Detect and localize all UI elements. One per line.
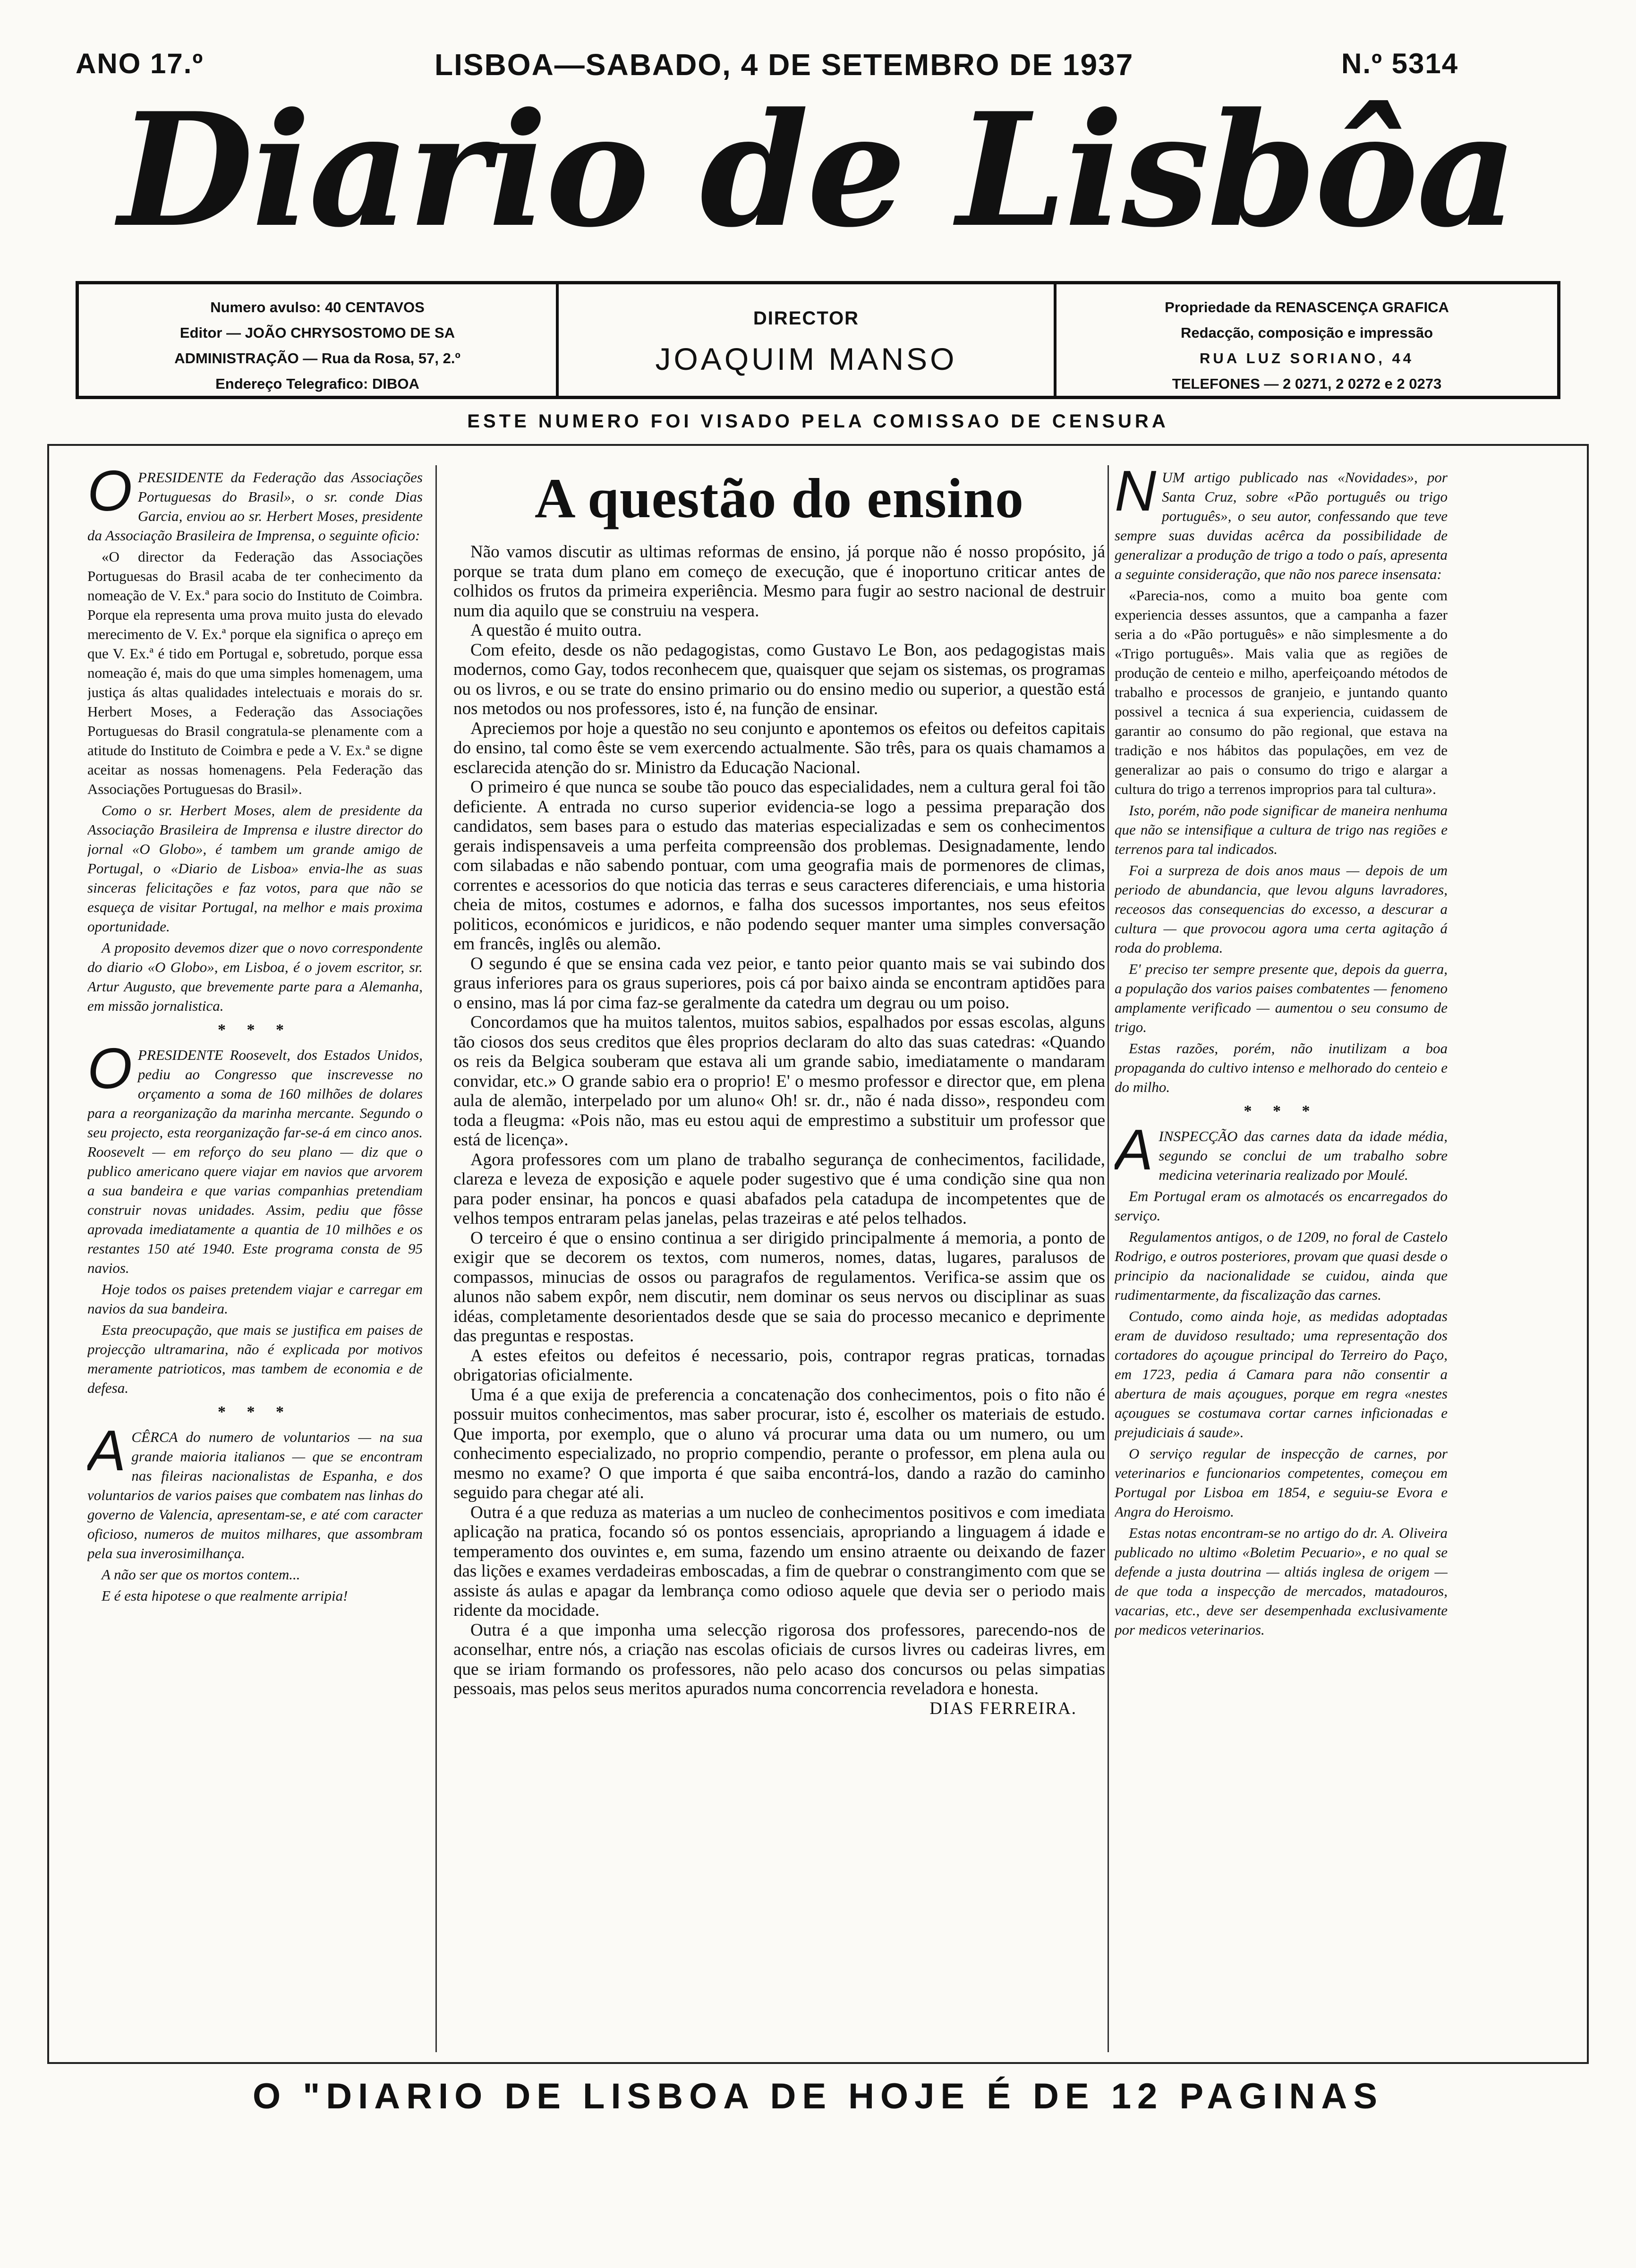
article-paragraph: Concordamos que ha muitos talentos, muitos sabios, espalhados por essas escolas, alguns tão ciosos dos seus creditos que êles proprios declaram do alto das suas catedras: «Quando os reis da Belgica souberam que estava ali um grande sabio, imediatamente o mandaram convidar, etc.» O grande sabio era o proprio! E' o mesmo professor e director que, em plena aula de alemão, interpelado por um aluno« Oh! sr. dr., não é nada disso», respondeu com toda a fleugma: «Pois não, mas eu estou aqui de emprestimo a substituir um professor que está de licença».	[453, 1013, 1105, 1150]
news-paragraph: CÊRCA do numero de voluntarios — na sua grande maioria italianos — que se encontram nas fileiras nacionalistas de Espanha, e dos voluntarios de varios paises que combatem nas linhas do governo de Valencia, apresentam-se, e até com caracter oficioso, numeros de muitos milhares, que assombram pela sua inverosimilhança.	[87, 1429, 423, 1561]
masthead-title: Diario de Lisbôa	[118, 80, 1516, 260]
column-rule-left	[435, 465, 437, 2052]
news-paragraph: E' preciso ter sempre presente que, depois da guerra, a população dos varios paises combatentes — fenomeno amplamente verificado — aumentou o seu consumo de trigo.	[1115, 961, 1448, 1035]
info-director	[556, 284, 1057, 396]
section-separator: * * *	[218, 1021, 292, 1039]
issue-number: N.º 5314	[1341, 48, 1459, 79]
drop-cap: N	[1115, 468, 1157, 523]
news-paragraph: Foi a surpreza de dois anos maus — depois de um periodo de abundancia, que levou alguns lavradores, receosos das consequencias do excesso, a descurar a cultura — que provocou agora uma certa agitação á roda do problema.	[1115, 862, 1448, 956]
article-paragraph: Não vamos discutir as ultimas reformas de ensino, já porque não é nosso propósito, já porque se trata dum plano em começo de execução, que é inoportuno criticar antes de colhidos os frutos da primeira experiência. Mesmo para fugir ao sestro nacional de destruir num dia aquilo que se construiu na vespera.	[453, 542, 1105, 621]
news-paragraph: A proposito devemos dizer que o novo correspondente do diario «O Globo», em Lisboa, é o jovem escritor, sr. Artur Augusto, que brevemente parte para a Alemanha, em missão jornalistica.	[87, 939, 423, 1014]
main-article	[453, 468, 1105, 2026]
news-paragraph: PRESIDENTE Roosevelt, dos Estados Unidos, pediu ao Congresso que inscrevesse no orçamento a soma de 160 milhões de dolares para a reorganização da marinha mercante. Segundo o seu projecto, esta reorganização far-se-á em cinco anos. Roosevelt — em reforço do seu plano — diz que o publico americano quere viajar em navios que arvorem a sua bandeira e que varias companhias pretendiam construir novas unidades. Assim, pediu que fôsse aprovada imediatamente a quantia de 10 milhões e os restantes 150 até 1940. Este programa consta de 95 navios.	[87, 1047, 423, 1276]
drop-cap: A	[1115, 1117, 1153, 1182]
editor-line: Editor — JOÃO CHRYSOSTOMO DE SA	[179, 324, 455, 341]
article-paragraph: Apreciemos por hoje a questão no seu conjunto e apontemos os efeitos ou defeitos capitais do ensino, tal como êste se vem exercendo actualmente. São três, para os quais chamamos a esclarecida atenção do sr. Ministro da Educação Nacional.	[453, 718, 1105, 777]
news-paragraph: PRESIDENTE da Federação das Associações Portuguesas do Brasil», o sr. conde Dias Garcia, enviou ao sr. Herbert Moses, presidente da Associação Brasileira de Imprensa, o seguinte oficio:	[87, 469, 423, 544]
news-paragraph: Isto, porém, não pode significar de maneira nenhuma que não se intensifique a cultura de trigo nas regiões e terrenos para tal indicados.	[1115, 802, 1448, 857]
news-paragraph: Estas notas encontram-se no artigo do dr. A. Oliveira publicado no ultimo «Boletim Pecuario», e no qual se defende a justa doutrina — altiás inglesa de origem — de que toda a inspecção de mercados, matadouros, vacarias, etc., deve ser desempenhada exclusivamente por medicos veterinarios.	[1115, 1525, 1448, 1638]
telegraph-line: Endereço Telegrafico: DIBOA	[215, 375, 419, 392]
article-title: A questão do ensino	[535, 468, 1024, 529]
article-paragraph: Outra é a que reduza as materias a um nucleo de conhecimentos positivos e com imediata aplicação na pratica, focando só os pontos essenciais, apropriando a linguagem á idade e temperamento dos ouvintes e, em suma, fazendo um ensino atraente ou deixando de fazer das lições e exames verdadeiras emboscadas, a fim de quebrar o constrangimento com que se assiste ás aulas e apagar da lembrança como odioso aquele que devia ser o periodo mais ridente da mocidade.	[453, 1502, 1105, 1620]
censorship-notice: ESTE NUMERO FOI VISADO PELA COMISSAO DE CENSURA	[467, 411, 1169, 432]
info-left	[79, 284, 556, 396]
price-line: Numero avulso: 40 CENTAVOS	[210, 299, 425, 315]
news-paragraph: A não ser que os mortos contem...	[102, 1566, 300, 1583]
article-paragraph: O segundo é que se ensina cada vez peior, e tanto peior quanto mais se vai subindo dos graus inferiores para os graus superiores, pois cá por baixo ainda se encontram aptidões para o ensino, mas lá por cima faz-se geralmente da catedra um degrau ou um poiso.	[453, 954, 1105, 1013]
director-label: DIRECTOR	[753, 308, 860, 329]
director-name: JOAQUIM MANSO	[655, 341, 957, 376]
dateline: LISBOA—SABADO, 4 DE SETEMBRO DE 1937	[435, 48, 1134, 82]
article-paragraph: Agora professores com um plano de trabalho segurança de conhecimentos, facilidade, clareza e leveza de exposição e aquele poder sugestivo que é uma condição sine qua non para poder ensinar, ha poncos e quasi abafados pela catadupa de incompetentes que de velhos tempos entraram pelas janelas, pelas trazeiras e até pelos telhados.	[453, 1150, 1105, 1228]
phones-line: TELEFONES — 2 0271, 2 0272 e 2 0273	[1172, 375, 1442, 392]
article-paragraph: A questão é muito outra.	[470, 621, 642, 640]
news-paragraph: Esta preocupação, que mais se justifica em paises de projecção ultramarina, não é explicada por motivos meramente patrioticos, mas tambem de economia e de defesa.	[87, 1322, 423, 1396]
article-paragraph: Outra é a que imponha uma selecção rigorosa dos professores, parecendo-nos de aconselhar, entre nós, a criação nas escolas oficiais de cursos livres ou cadeiras livres, em que se iriam formando os professores, não pelo acaso dos concursos ou pelas simpatias pessoais, mas pelos seus meritos apurados numa concorrencia reveladora e honesta.	[453, 1620, 1105, 1698]
news-paragraph: INSPECÇÃO das carnes data da idade média, segundo se conclui de um trabalho sobre medicina veterinaria realizado por Moulé.	[1159, 1128, 1448, 1183]
news-paragraph: UM artigo publicado nas «Novidades», por Santa Cruz, sobre «Pão português ou trigo português», o seu autor, confessando que teve sempre suas duvidas acêrca da possibilidade de generalizar a produção de trigo a todo o país, apresenta a seguinte consideração, que não nos parece insensata:	[1115, 469, 1448, 582]
news-paragraph: Como o sr. Herbert Moses, alem de presidente da Associação Brasileira de Imprensa e ilustre director do jornal «O Globo», é tambem um grande amigo de Portugal, o «Diario de Lisboa» envia-lhe as suas sinceras felicitações e faz votos, para que não se esqueça de visitar Portugal, na melhor e mais proxima oportunidade.	[87, 802, 423, 935]
drop-cap: A	[87, 1418, 126, 1483]
drop-cap: O	[87, 468, 132, 523]
article-body	[453, 542, 1105, 1718]
drop-cap: O	[87, 1036, 132, 1100]
left-column	[87, 468, 423, 2003]
info-right	[1057, 284, 1557, 396]
news-paragraph: Em Portugal eram os almotacés os encarregados do serviço.	[1115, 1188, 1448, 1224]
article-paragraph: Uma é a que exija de preferencia a concatenação dos conhecimentos, pois o fito não é possuir muitos conhecimentos, mas saber procurar, isto é, escolher os materiais de estudo. Que importa, por exemplo, que o aluno vá procurar uma data ou um numero, ou um conhecimento especializado, no proprio compendio, perante o professor, em plena aula ou mesmo no exame? O que importa é que saiba encontrá-los, dando a razão do caminho seguido para chegar até ali.	[453, 1385, 1105, 1502]
right-column	[1115, 468, 1448, 2003]
footer-banner: O "DIARIO DE LISBOA DE HOJE É DE 12 PAGINAS	[252, 2076, 1384, 2116]
editorial-line: Redacção, composição e impressão	[1180, 324, 1433, 341]
news-paragraph: «Parecia-nos, como a muito boa gente com experiencia desses assuntos, que a campanha a fazer seria a do «Pão português» e não simplesmente a do «Trigo português». Mais valia que as regiões de produção de centeio e milho, aperfeiçoando métodos de trabalho e processos de granjeio, e juntando quanto possivel a tecnica á sua experiencia, cuidassem de garantir ao consumo do pão regional, que estava na tradição e nos hábitos das populações, em vez de generalizar ao pais o consumo do trigo e alargar a cultura do trigo a terrenos improprios para tal cultura».	[1115, 587, 1448, 797]
article-paragraph: A estes efeitos ou defeitos é necessario, pois, contrapor regras praticas, tornadas obrigatorias oficialmente.	[453, 1346, 1105, 1385]
news-paragraph: Hoje todos os paises pretendem viajar e carregar em navios da sua bandeira.	[87, 1281, 423, 1317]
article-paragraph: Com efeito, desde os não pedagogistas, como Gustavo Le Bon, aos pedagogistas mais modernos, como Gay, todos reconhecem que, quaisquer que sejam os sistemas, os programas ou os livros, e ou se trate do ensino primario ou do ensino medio ou superior, a questão está nos metodos ou nos professores, isto é, na função de ensinar.	[453, 640, 1105, 718]
column-rule-right	[1108, 465, 1109, 2052]
news-paragraph: Contudo, como ainda hoje, as medidas adoptadas eram de duvidoso resultado; uma representação dos cortadores do açougue principal do Terreiro do Paço, em 1723, pedia á Camara para não consentir a abertura de mais açougues, porque em regra «nestes açougues se costumava cortar carnes inficionadas e prejudiciais á saude».	[1115, 1308, 1448, 1441]
news-paragraph: Estas razões, porém, não inutilizam a boa propaganda do cultivo intenso e melhorado do centeio e do milho.	[1115, 1040, 1448, 1095]
year-label: ANO 17.º	[76, 48, 204, 79]
info-box	[76, 281, 1560, 399]
news-paragraph: O serviço regular de inspecção de carnes, por veterinarios e funcionarios competentes, começou em Portugal por Lisboa em 1854, e seguiu-se Evora e Angra do Heroismo.	[1115, 1445, 1448, 1520]
address-line: RUA LUZ SORIANO, 44	[1200, 350, 1414, 367]
article-paragraph: O terceiro é que o ensino continua a ser dirigido principalmente á memoria, a ponto de exigir que se decorem os textos, com numeros, nomes, datas, lugares, paralusos de compassos, minucias de ossos ou paragrafos de regulamentos. Verifica-se assim que os alunos não sabem expôr, nem discutir, nem dominar os seus nervos ou disciplinar as suas idéas, completamente desorientados desde que se saia do processo mecanico e deprimente das preguntas e respostas.	[453, 1228, 1105, 1346]
news-paragraph: «O director da Federação das Associações Portuguesas do Brasil acaba de ter conhecimento da nomeação de V. Ex.ª para socio do Instituto de Coimbra. Porque ela representa uma prova muito justa do elevado merecimento de V. Ex.ª porque ela significa o apreço em que V. Ex.ª é tido em Portugal e, sobretudo, porque essa nomeação é, mais do que uma simples homenagem, uma justiça ás altas qualidades intelectuais e morais do sr. Herbert Moses, a Federação das Associações Portuguesas do Brasil congratula-se plenamente com a atitude do Instituto de Coimbra e pede a V. Ex.ª se digne aceitar as nossas homenagens. Pela Federação das Associações Portuguesas do Brasil».	[87, 548, 423, 797]
section-separator: * * *	[1244, 1102, 1319, 1120]
administration-line: ADMINISTRAÇÃO — Rua da Rosa, 57, 2.º	[174, 350, 460, 367]
article-signature: DIAS FERREIRA.	[929, 1698, 1077, 1718]
news-paragraph: E é esta hipotese o que realmente arripia!	[102, 1587, 348, 1604]
article-paragraph: O primeiro é que nunca se soube tão pouco das especialidades, nem a cultura geral foi tão deficiente. A entrada no curso superior evidencia-se logo a pessima preparação dos candidatos, sem bases para o estudo das materias especializadas e sem os conhecimentos gerais indispensaveis a uma perfeita compreensão dos problemas. Designadamente, lendo com silabadas e não sabendo pontuar, com uma geografia mais de pormenores de climas, correntes e acessorios do que noticia das terras e seus caracteres diferenciais, e uma historia cheia de mitos, costumes e adornos, e falha dos sucessos importantes, nos seus efeitos politicos, económicos e juridicos, e não podendo sequer manter uma simples conversação em francês, inglês ou alemão.	[453, 777, 1105, 954]
section-separator: * * *	[218, 1403, 292, 1421]
news-paragraph: Regulamentos antigos, o de 1209, no foral de Castelo Rodrigo, e outros posteriores, provam que quasi desde o principio da nacionalidade se cuidou, ainda que rudimentarmente, da fiscalização das carnes.	[1115, 1228, 1448, 1303]
ownership-line: Propriedade da RENASCENÇA GRAFICA	[1165, 299, 1449, 315]
